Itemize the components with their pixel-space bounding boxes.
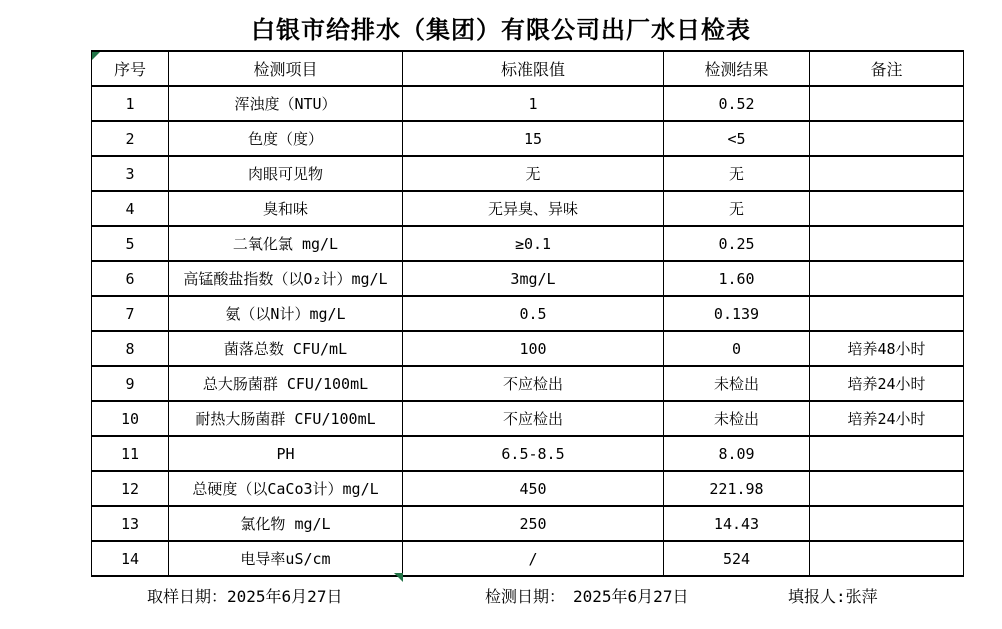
item-name: 臭和味: [169, 191, 403, 226]
remark: 培养24小时: [810, 366, 964, 401]
item-name: 氨（以N计）mg/L: [169, 296, 403, 331]
remark: [810, 296, 964, 331]
column-header-result: 检测结果: [664, 51, 810, 86]
test-result: 无: [664, 191, 810, 226]
table-row: [92, 471, 964, 506]
table-row: [92, 366, 964, 401]
test-result: 0.25: [664, 226, 810, 261]
test-result: 0.139: [664, 296, 810, 331]
item-name: PH: [169, 436, 403, 471]
row-no: 14: [92, 541, 169, 576]
table-row: [92, 401, 964, 436]
standard-limit: 不应检出: [403, 366, 664, 401]
item-name: 菌落总数 CFU/mL: [169, 331, 403, 366]
row-no: 5: [92, 226, 169, 261]
row-no: 1: [92, 86, 169, 121]
standard-limit: /: [403, 541, 664, 576]
item-name: 总硬度（以CaCo3计）mg/L: [169, 471, 403, 506]
test-result: <5: [664, 121, 810, 156]
row-no: 4: [92, 191, 169, 226]
test-result: 8.09: [664, 436, 810, 471]
table-row: [92, 436, 964, 471]
table-row: [92, 156, 964, 191]
test-result: 未检出: [664, 401, 810, 436]
standard-limit: 250: [403, 506, 664, 541]
column-header-remark: 备注: [810, 51, 964, 86]
sampling-date: [147, 584, 342, 607]
standard-limit: 3mg/L: [403, 261, 664, 296]
table-row: [92, 86, 964, 121]
row-no: 7: [92, 296, 169, 331]
remark: 培养48小时: [810, 331, 964, 366]
test-result: 14.43: [664, 506, 810, 541]
column-header-limit: 标准限值: [403, 51, 664, 86]
column-header-item: 检测项目: [169, 51, 403, 86]
remark: [810, 226, 964, 261]
table-row: [92, 331, 964, 366]
standard-limit: 1: [403, 86, 664, 121]
test-result: 221.98: [664, 471, 810, 506]
remark: [810, 191, 964, 226]
remark: 培养24小时: [810, 401, 964, 436]
standard-limit: 不应检出: [403, 401, 664, 436]
reporter: [788, 584, 878, 607]
remark: [810, 121, 964, 156]
row-no: 12: [92, 471, 169, 506]
standard-limit: 0.5: [403, 296, 664, 331]
remark: [810, 261, 964, 296]
item-name: 总大肠菌群 CFU/100mL: [169, 366, 403, 401]
standard-limit: 无异臭、异味: [403, 191, 664, 226]
table-row: [92, 506, 964, 541]
green-triangle-icon: [394, 573, 403, 582]
test-result: 未检出: [664, 366, 810, 401]
test-result: 无: [664, 156, 810, 191]
standard-limit: 15: [403, 121, 664, 156]
page-title: 白银市给排水（集团）有限公司出厂水日检表: [251, 16, 751, 44]
test-result: 524: [664, 541, 810, 576]
item-name: 耐热大肠菌群 CFU/100mL: [169, 401, 403, 436]
test-date: [485, 584, 688, 607]
item-name: 二氧化氯 mg/L: [169, 226, 403, 261]
test-result: 0.52: [664, 86, 810, 121]
table-row: [92, 261, 964, 296]
row-no: 2: [92, 121, 169, 156]
column-header-no: 序号: [92, 51, 169, 86]
inspection-table: [91, 50, 964, 577]
standard-limit: 无: [403, 156, 664, 191]
table-row: [92, 191, 964, 226]
sampling-date-value: 2025年6月27日: [227, 587, 343, 606]
row-no: 3: [92, 156, 169, 191]
row-no: 6: [92, 261, 169, 296]
standard-limit: 450: [403, 471, 664, 506]
row-no: 8: [92, 331, 169, 366]
row-no: 9: [92, 366, 169, 401]
item-name: 高锰酸盐指数（以O₂计）mg/L: [169, 261, 403, 296]
item-name: 氯化物 mg/L: [169, 506, 403, 541]
table-row: [92, 541, 964, 576]
reporter-name: 张萍: [845, 587, 878, 606]
table-row: [92, 296, 964, 331]
remark: [810, 541, 964, 576]
header-row: [92, 51, 964, 86]
item-name: 色度（度）: [169, 121, 403, 156]
row-no: 13: [92, 506, 169, 541]
standard-limit: ≥0.1: [403, 226, 664, 261]
row-no: 11: [92, 436, 169, 471]
remark: [810, 471, 964, 506]
item-name: 电导率uS/cm: [169, 541, 403, 576]
test-result: 1.60: [664, 261, 810, 296]
standard-limit: 6.5-8.5: [403, 436, 664, 471]
remark: [810, 506, 964, 541]
row-no: 10: [92, 401, 169, 436]
cell-error-marker-icon: [92, 52, 100, 60]
item-name: 浑浊度（NTU）: [169, 86, 403, 121]
remark: [810, 156, 964, 191]
sampling-date-label: 取样日期：: [147, 587, 228, 606]
remark: [810, 436, 964, 471]
standard-limit: 100: [403, 331, 664, 366]
test-date-label: 检测日期：: [485, 587, 566, 606]
item-name: 肉眼可见物: [169, 156, 403, 191]
reporter-label: 填报人:: [788, 587, 846, 606]
test-result: 0: [664, 331, 810, 366]
table-row: [92, 121, 964, 156]
table-row: [92, 226, 964, 261]
test-date-value: 2025年6月27日: [573, 587, 689, 606]
remark: [810, 86, 964, 121]
